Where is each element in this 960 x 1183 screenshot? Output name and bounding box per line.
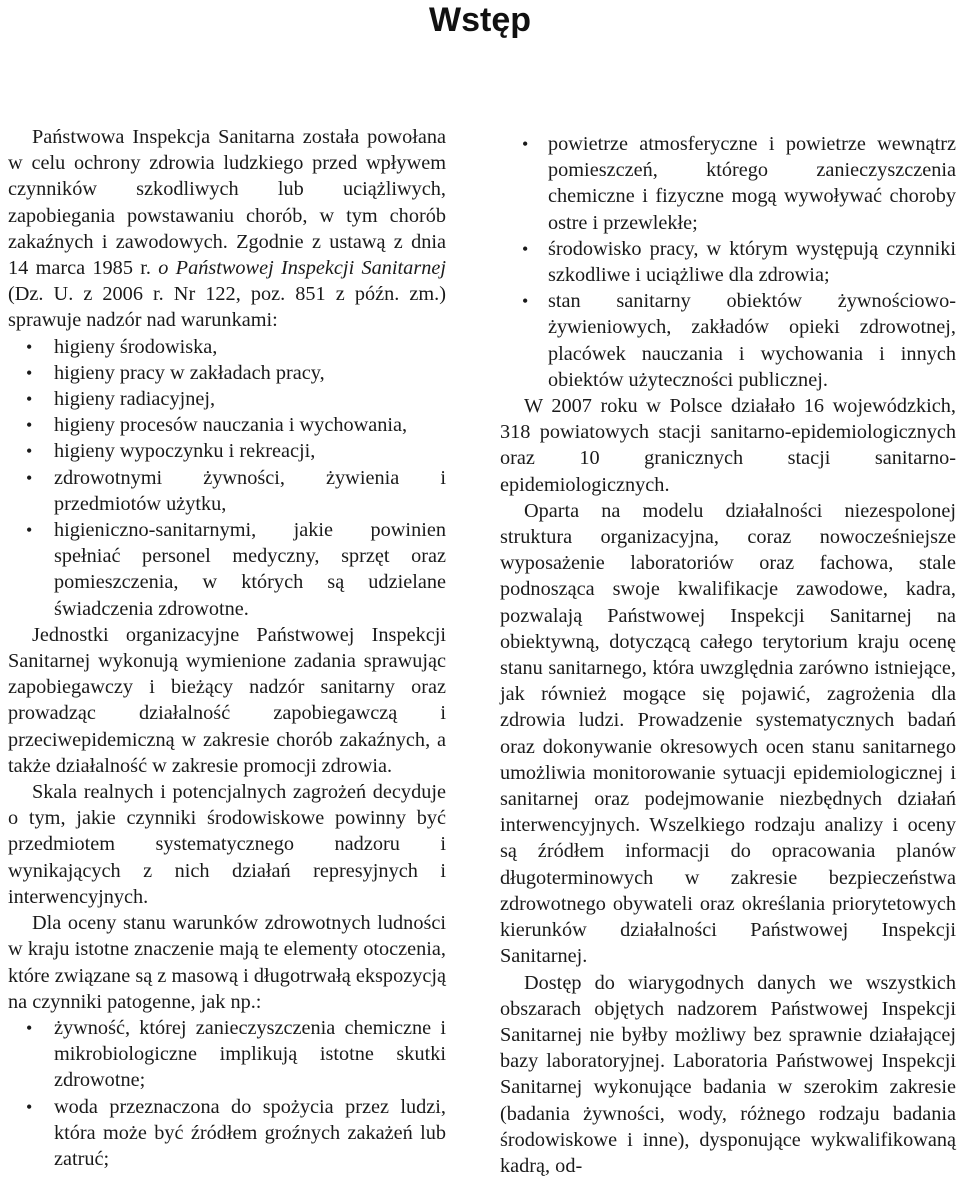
bullet-icon: •	[26, 362, 33, 383]
bullet-icon: •	[26, 389, 33, 410]
list-item-text: stan sanitarny obiektów żywnościowo-żywieniowych, zakładów opieki zdrowotnej, placówek nauczania i wychowania i innych obiektów użyteczności publicznej.	[548, 290, 956, 391]
list-item	[8, 386, 446, 412]
list-item	[8, 517, 446, 622]
bullet-icon: •	[522, 134, 529, 154]
supervision-list	[8, 334, 446, 622]
intro-text-end: (Dz. U. z 2006 r. Nr 122, poz. 851 z późn. zm.) sprawuje nadzór nad warunkami:	[8, 283, 446, 332]
list-item-text: higieny wypoczynku i rekreacji,	[54, 440, 316, 463]
bullet-icon: •	[522, 291, 529, 312]
list-item	[500, 131, 956, 236]
dla-oceny-paragraph: Dla oceny stanu warunków zdrowotnych ludności w kraju istotne znaczenie mają te elementy otoczenia, które związane są z masową i długotrwałą ekspozycją na czynniki patogenne, jak np.:	[8, 912, 446, 1013]
page-title: Wstęp	[429, 1, 531, 39]
exposure-list	[8, 1015, 446, 1172]
intro-paragraph	[8, 124, 446, 334]
right-column	[500, 131, 956, 1179]
bullet-icon: •	[26, 336, 33, 357]
list-item-text: higieny środowiska,	[54, 335, 218, 358]
list-item-text: żywność, której zanieczyszczenia chemiczne i mikrobiologiczne implikują istotne skutki zdrowotne;	[54, 1016, 446, 1092]
dostep-paragraph: Dostęp do wiarygodnych danych we wszystkich obszarach objętych nadzorem Państwowej Inspekcji Sanitarnej nie byłby możliwy bez sprawnie działającej bazy laboratoryjnej. Laboratoria Państwowej Inspekcji Sanitarnej wykonujące badania w szerokim zakresie (badania żywności, wody, różnego rodzaju badania środowiskowe i inne), dysponujące wykwalifikowaną kadrą, od-	[500, 971, 956, 1177]
bullet-icon: •	[26, 1017, 33, 1038]
list-item	[500, 288, 956, 393]
list-item	[8, 334, 446, 360]
list-item	[8, 465, 446, 517]
skala-paragraph: Skala realnych i potencjalnych zagrożeń decyduje o tym, jakie czynniki środowiskowe powinny być przedmiotem systematycznego nadzoru i wynikających z nich działań represyjnych i interwencyjnych.	[8, 781, 446, 908]
list-item	[8, 1094, 446, 1173]
stations-paragraph: W 2007 roku w Polsce działało 16 wojewódzkich, 318 powiatowych stacji sanitarno-epidemiologicznych oraz 10 granicznych stacji sanitarno-epidemiologicznych.	[500, 395, 956, 496]
jednostki-paragraph: Jednostki organizacyjne Państwowej Inspekcji Sanitarnej wykonują wymienione zadania sprawując zapobiegawczy i bieżący nadzór sanitarny oraz prowadząc działalność zapobiegawczą i przeciwepidemiczną w zakresie chorób zakaźnych, a także działalność w zakresie promocji zdrowia.	[8, 623, 446, 777]
list-item	[8, 360, 446, 386]
exposure-list-continued	[500, 131, 956, 393]
act-title: o Państwowej Inspekcji Sanitarnej	[158, 257, 446, 280]
list-item-text: woda przeznaczona do spożycia przez ludzi, która może być źródłem groźnych zakażeń lub zatruć;	[54, 1095, 446, 1170]
bullet-icon: •	[26, 520, 33, 541]
oparta-paragraph: Oparta na modelu działalności niezespolonej struktura organizacyjna, coraz nowocześniejsze wyposażenie laboratoriów oraz fachowa, stale podnosząca swoje kwalifikacje zawodowe, kadra, pozwalają Państwowej Inspekcji Sanitarnej na obiektywną, dotyczącą całego terytorium kraju ocenę stanu sanitarnego, która uwzględnia zarówno istniejące, jak również mogące się pojawić, zagrożenia dla zdrowia ludzi. Prowadzenie systematycznych badań oraz dokonywanie okresowych ocen stanu sanitarnego umożliwia monitorowanie sytuacji epidemiologicznej i sanitarnej oraz podejmowanie niezbędnych działań interwencyjnych. Wszelkiego rodzaju analizy i oceny są źródłem informacji do opracowania planów długoterminowych w zakresie bezpieczeństwa zdrowotnego obywateli oraz określania priorytetowych kierunków działalności Państwowej Inspekcji Sanitarnej.	[500, 499, 956, 968]
list-item	[8, 438, 446, 464]
bullet-icon: •	[26, 415, 33, 436]
list-item	[500, 236, 956, 288]
list-item-text: higieniczno-sanitarnymi, jakie powinien spełniać personel medyczny, sprzęt oraz pomieszczenia, w których są udzielane świadczenia zdrowotne.	[54, 519, 446, 620]
bullet-icon: •	[26, 467, 33, 488]
list-item-text: środowisko pracy, w którym występują czynniki szkodliwe i uciążliwe dla zdrowia;	[548, 237, 956, 287]
list-item-text: higieny radiacyjnej,	[54, 388, 216, 411]
list-item-text: higieny procesów nauczania i wychowania,	[54, 414, 408, 437]
list-item	[8, 412, 446, 438]
list-item-text: higieny pracy w zakładach pracy,	[54, 361, 325, 384]
list-item-text: powietrze atmosferyczne i powietrze wewnątrz pomieszczeń, którego zanieczyszczenia chemiczne i fizyczne mogą wywoływać choroby ostre i przewlekłe;	[548, 133, 956, 234]
bullet-icon: •	[26, 441, 33, 462]
list-item-text: zdrowotnymi żywności, żywienia i przedmiotów użytku,	[54, 466, 446, 515]
list-item	[8, 1015, 446, 1094]
left-column	[8, 124, 446, 1172]
intro-text: Państwowa Inspekcja Sanitarna została powołana w celu ochrony zdrowia ludzkiego przed wpływem czynników szkodliwych lub uciążliwych, zapobiegania powstawaniu chorób, w tym chorób zakaźnych i zawodowych. Zgodnie z ustawą z dnia 14 marca 1985 r.	[8, 126, 446, 280]
bullet-icon: •	[522, 238, 529, 259]
bullet-icon: •	[26, 1096, 33, 1117]
